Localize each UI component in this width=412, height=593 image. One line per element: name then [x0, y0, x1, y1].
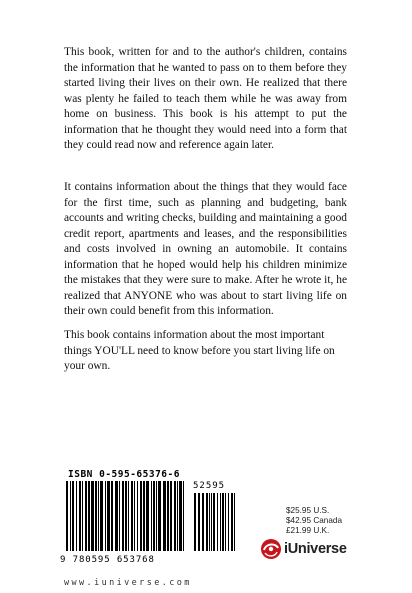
publisher-name: iUniverse	[284, 541, 347, 557]
price-us: $25.95 U.S.	[286, 506, 330, 515]
publisher-logo	[260, 538, 347, 560]
barcode-digits: 9 780595 653768	[60, 555, 155, 565]
barcode	[62, 481, 240, 553]
description-paragraph-1: This book, written for and to the author's children, contains the information that he wanted to pass on to them before they started living their lives on their own. He realized that there was plenty he failed to teach them while he was away from home on business. This book is his attempt to put the information that he thought they would need into a form that they could read now and reference again later.	[64, 46, 347, 151]
barcode-graphic	[62, 481, 240, 553]
publisher-website: www.iuniverse.com	[64, 578, 192, 588]
price-uk: £21.99 U.K.	[286, 526, 330, 535]
isbn-label: ISBN 0-595-65376-6	[68, 469, 180, 480]
iuniverse-swirl-icon	[260, 538, 282, 560]
description-paragraph-3: This book contains information about the most important things YOU'LL need to know before you start living life on your own.	[64, 329, 335, 372]
price-code: 52595	[193, 481, 226, 491]
price-list	[286, 506, 342, 536]
description-paragraph-2: It contains information about the things that they would face for the first time, such as planning and budgeting, bank accounts and writing checks, building and maintaining a good credit report, apartments and leases, and the responsibilities and costs involved in owning an automobile. It contains information that he hoped would help his children minimize the mistakes that they were sure to make. After he wrote it, he realized that ANYONE who was about to start living life on their own could benefit from this information.	[64, 181, 347, 317]
price-canada: $42.95 Canada	[286, 516, 342, 525]
